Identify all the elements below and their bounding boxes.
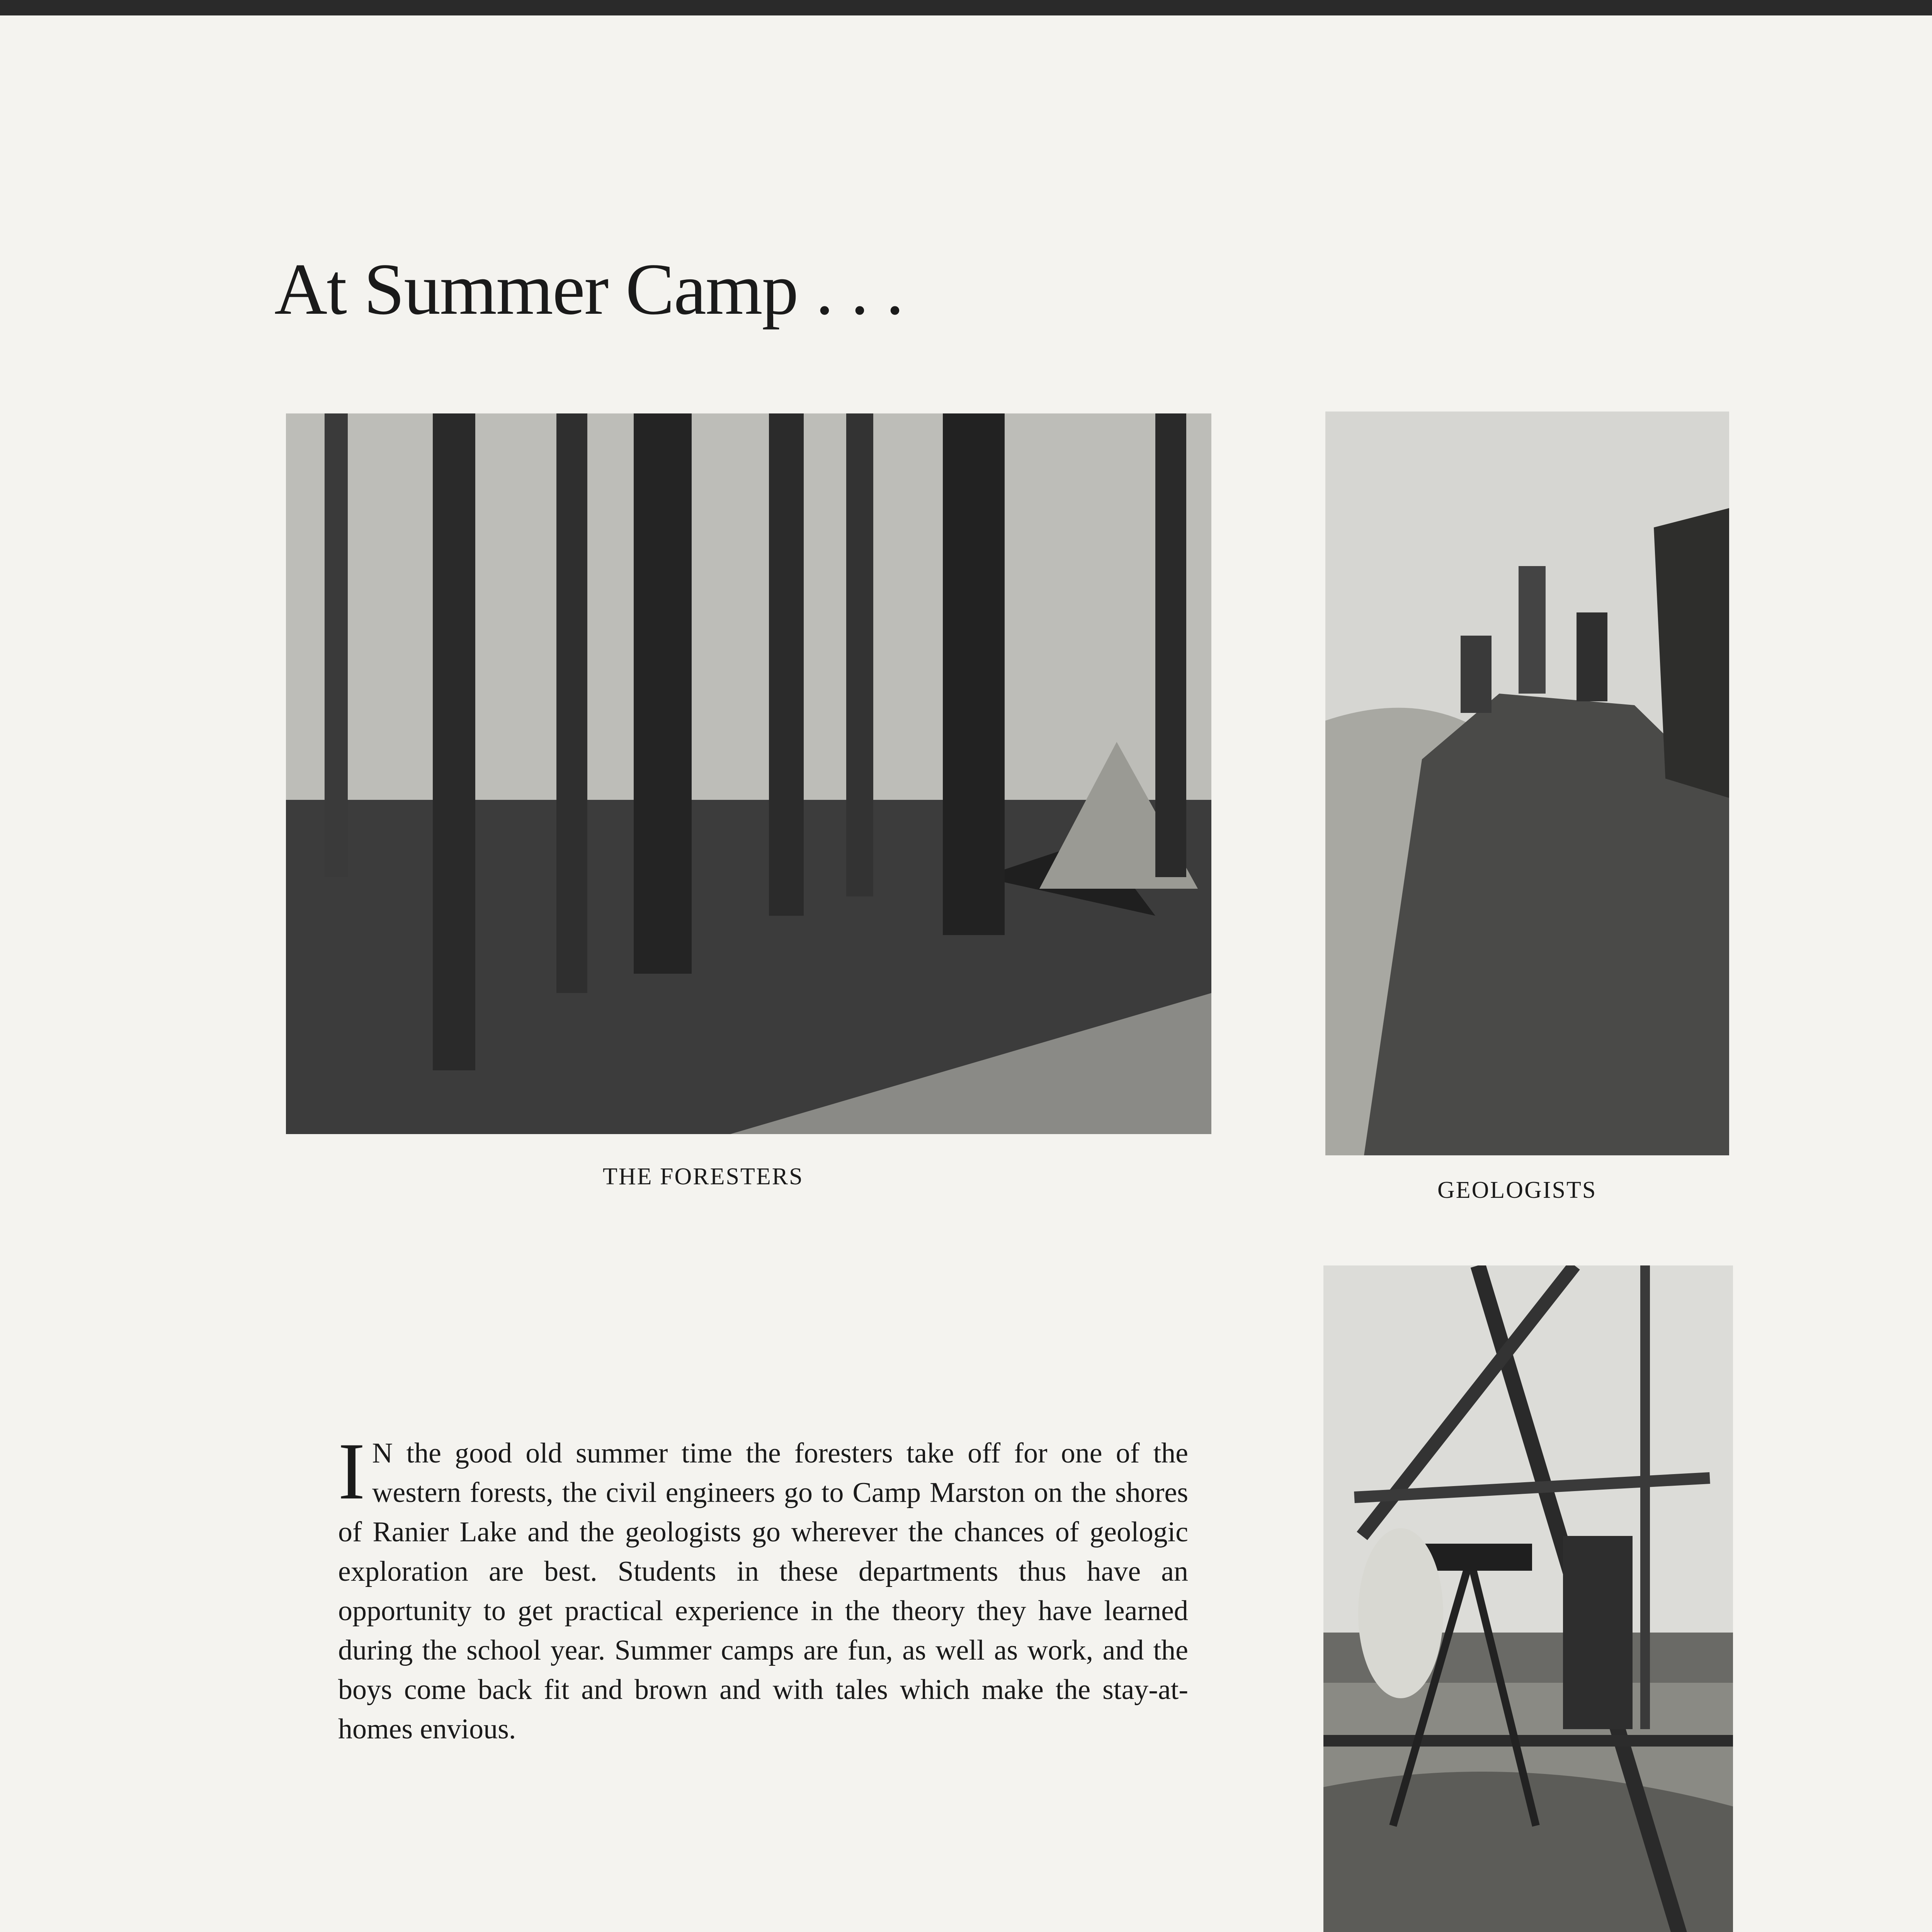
rock-outcrop-photo-icon [1325,412,1729,1155]
geologists-caption: GEOLOGISTS [1437,1177,1597,1203]
page-title: At Summer Camp . . . [274,249,903,330]
foresters-photo [286,413,1211,1134]
geologists-photo [1325,412,1729,1155]
foresters-caption: THE FORESTERS [603,1163,804,1190]
civil-engineers-photo [1323,1265,1733,1932]
article-text: N the good old summer time the foresters take off for one of the western forests, the civil engineers go to Camp Marston on the shores of Ranier Lake and the geologists go wherever the chances of geologic exploration are best. Students in these departments thus have an opportunity to get practical experience in the theory they have learned during the school year. Summer camps are fun, as well as work, and the boys come back fit and brown and with tales which make the stay-at-homes envious. [338,1437,1188,1745]
article-drop-cap: I [338,1427,365,1516]
survey-instrument-photo-icon [1323,1265,1733,1932]
article-paragraph [338,1427,1188,1749]
page-top-edge [0,0,1932,15]
forest-camp-photo-icon [286,413,1211,1134]
